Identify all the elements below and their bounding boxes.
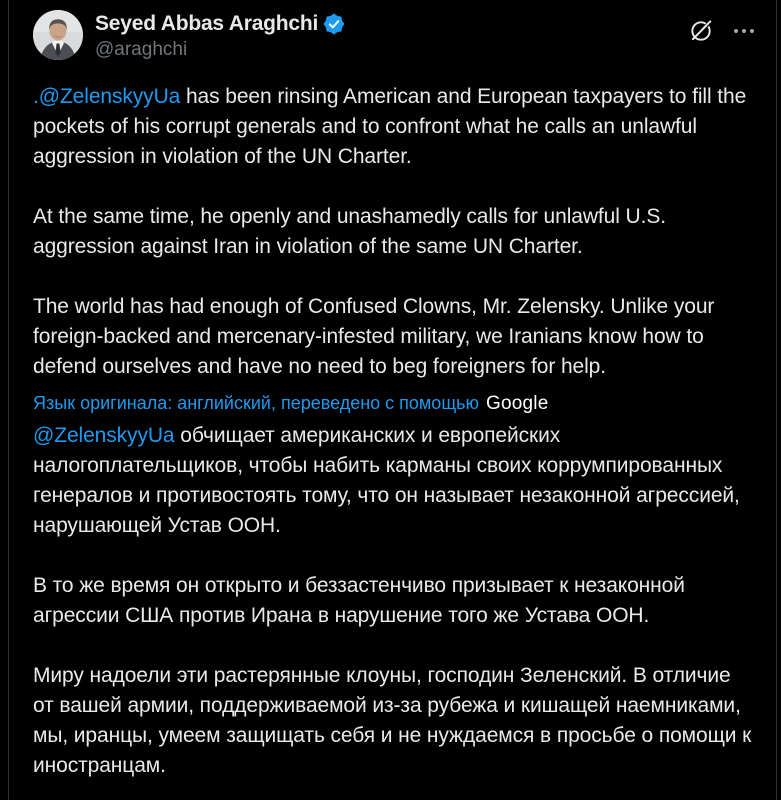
more-icon <box>734 29 754 33</box>
name-row <box>95 12 345 36</box>
mention-link-zelenskyyua[interactable]: .@ZelenskyyUa <box>33 85 181 108</box>
translated-text <box>33 421 756 781</box>
tweet-column <box>8 0 777 800</box>
mention-link-zelenskyyua-ru[interactable]: @ZelenskyyUa <box>33 424 175 447</box>
avatar-portrait <box>33 10 83 60</box>
translated-paragraph-1-text: обчищает американских и европейских налогоплательщиков, чтобы набить карманы своих коррумпированных генералов и противостоять тому, что он называет незаконной агрессией, нарушающей Устав ООН. <box>33 424 740 537</box>
tweet-header <box>33 10 756 61</box>
translation-attribution <box>33 391 756 416</box>
avatar[interactable] <box>33 10 83 60</box>
translated-paragraph-3: Миру надоели эти растерянные клоуны, господин Зеленский. В отличие от вашей армии, поддерживаемой из-за рубежа и кишащей наемниками, мы, иранцы, умеем защищать себя и не нуждаемся в просьбе о помощи к иностранцам. <box>33 664 752 777</box>
more-button[interactable] <box>734 29 754 33</box>
tweet-paragraph-3: The world has had enough of Confused Clowns, Mr. Zelensky. Unlike your foreign-backed and mercenary-infested military, we Iranians know how to defend ourselves and have no need to beg foreigners for help. <box>33 295 715 378</box>
tweet-paragraph-1-text: has been rinsing American and European taxpayers to fill the pockets of his corrupt generals and to confront what he calls an unlawful aggression in violation of the UN Charter. <box>33 85 747 168</box>
grok-icon <box>688 18 714 44</box>
user-handle[interactable]: @araghchi <box>95 39 188 60</box>
display-name[interactable]: Seyed Abbas Araghchi <box>95 12 319 35</box>
identity-block <box>95 10 345 61</box>
google-logo: Google <box>486 393 549 414</box>
tweet-paragraph-1 <box>33 82 756 172</box>
grok-button[interactable] <box>688 18 714 44</box>
header-actions <box>688 10 756 44</box>
translated-paragraph-2: В то же время он открыто и беззастенчиво призывает к незаконной агрессии США против Ирана в нарушение того же Устава ООН. <box>33 574 685 627</box>
verified-badge-icon <box>323 13 345 35</box>
translated-paragraph-1 <box>33 421 756 541</box>
translation-attribution-link[interactable]: Язык оригинала: английский, переведено с помощью <box>33 393 480 413</box>
tweet-body <box>33 82 756 781</box>
tweet-paragraph-2: At the same time, he openly and unashamedly calls for unlawful U.S. aggression against Iran in violation of the same UN Charter. <box>33 205 666 258</box>
